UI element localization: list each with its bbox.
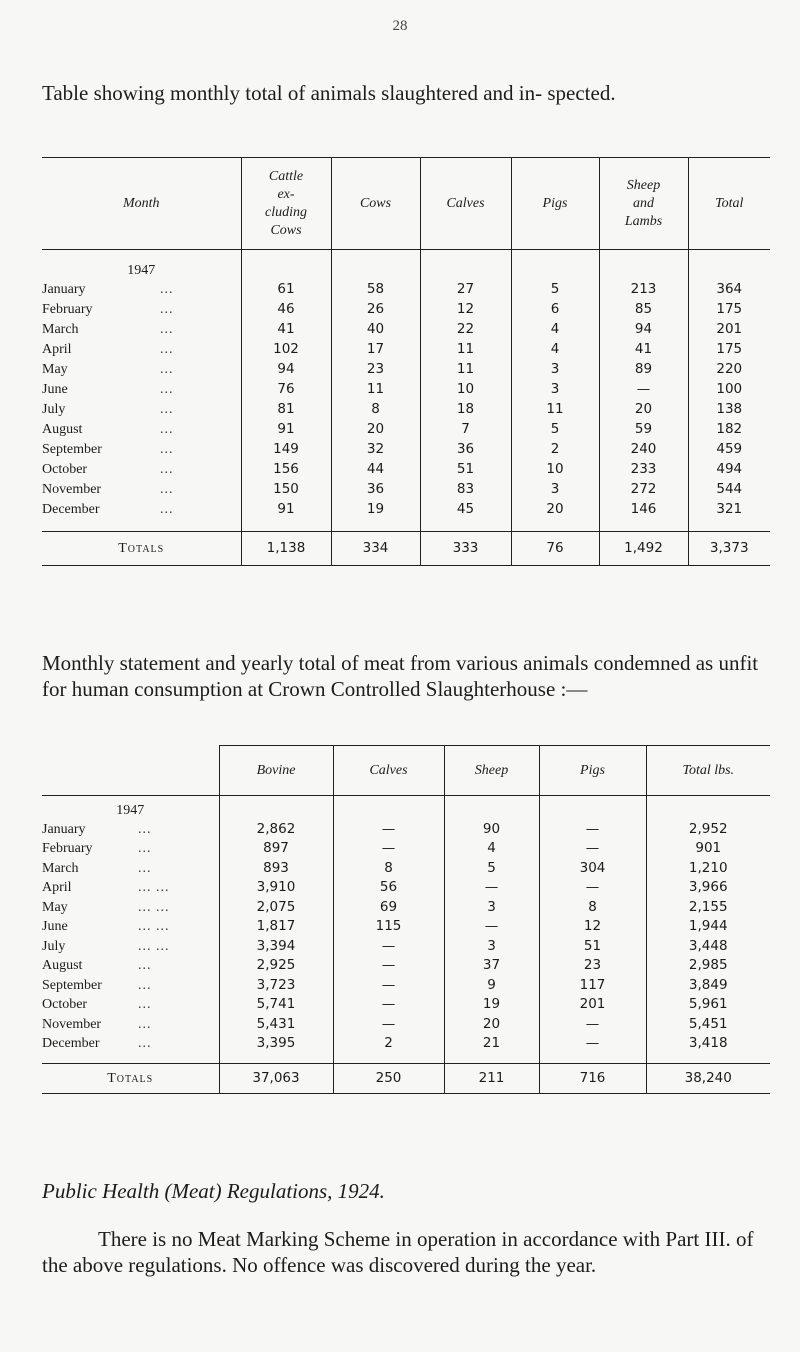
calves-cell: 12 [420, 300, 511, 320]
total-cows-cell: 334 [331, 532, 420, 566]
pigs-cell: 5 [511, 280, 599, 300]
sheep-cell: — [444, 878, 539, 898]
sheep-cell: 272 [599, 480, 688, 500]
total-cell: 2,155 [646, 898, 770, 918]
month-label: March [42, 322, 79, 337]
month-label: June [42, 919, 68, 935]
pigs-cell: 201 [539, 995, 646, 1015]
leader-dots: ... [138, 860, 152, 876]
month-cell [42, 937, 219, 957]
calves-cell: 11 [420, 360, 511, 380]
table-row [42, 976, 770, 996]
total-cell: 5,961 [646, 995, 770, 1015]
month-label: January [42, 821, 86, 837]
bovine-cell: 5,741 [219, 995, 333, 1015]
pigs-cell: 12 [539, 917, 646, 937]
table-row [42, 956, 770, 976]
cattle-cell: 46 [241, 300, 331, 320]
pigs-cell: 4 [511, 340, 599, 360]
calves-cell: 11 [420, 340, 511, 360]
calves-cell: 83 [420, 480, 511, 500]
cows-cell: 58 [331, 280, 420, 300]
table-row [42, 320, 770, 340]
month-cell [42, 380, 241, 400]
year-label: 1947 [127, 262, 156, 278]
table-row [42, 340, 770, 360]
leader-dots: ... [160, 362, 174, 377]
month-label: May [42, 362, 68, 377]
slaughter-table [42, 157, 770, 566]
header-month: Month [42, 158, 241, 250]
calves-cell: 36 [420, 440, 511, 460]
header-total: Total [688, 158, 770, 250]
total-calves-cell: 250 [333, 1064, 444, 1094]
pigs-cell: 3 [511, 360, 599, 380]
calves-cell: 69 [333, 898, 444, 918]
regulations-text: There is no Meat Marking Scheme in operation in accordance with Part III. of the above regulations. No offence was discovered during the year. [42, 1227, 754, 1277]
cows-cell: 40 [331, 320, 420, 340]
cows-cell: 26 [331, 300, 420, 320]
total-pigs-cell: 76 [511, 532, 599, 566]
month-label: December [42, 1036, 100, 1052]
cattle-cell: 61 [241, 280, 331, 300]
table-row [42, 878, 770, 898]
calves-cell: — [333, 995, 444, 1015]
sheep-cell: 59 [599, 420, 688, 440]
month-cell [42, 995, 219, 1015]
cattle-cell: 150 [241, 480, 331, 500]
cows-cell: 19 [331, 500, 420, 520]
month-label: October [42, 462, 88, 477]
table-row [42, 820, 770, 840]
cattle-cell: 76 [241, 380, 331, 400]
leader-dots: ... [160, 342, 174, 357]
month-label: November [42, 1016, 102, 1032]
sheep-cell: 21 [444, 1034, 539, 1054]
total-cell: 182 [688, 420, 770, 440]
pigs-cell: 3 [511, 480, 599, 500]
header-cattle: Cattle ex- cluding Cows [241, 158, 331, 250]
table-row [42, 937, 770, 957]
table-row [42, 280, 770, 300]
calves-cell: 18 [420, 400, 511, 420]
header-total-lbs: Total lbs. [646, 746, 770, 796]
leader-dots: ... [160, 402, 174, 417]
condemned-meat-table [42, 745, 770, 1094]
month-label: April [42, 342, 72, 357]
pigs-cell: 117 [539, 976, 646, 996]
pigs-cell: — [539, 1034, 646, 1054]
sheep-cell: 89 [599, 360, 688, 380]
calves-cell: 22 [420, 320, 511, 340]
cattle-cell: 41 [241, 320, 331, 340]
total-cell: 3,448 [646, 937, 770, 957]
total-total-cell: 38,240 [646, 1064, 770, 1094]
bovine-cell: 3,394 [219, 937, 333, 957]
totals-label: Totals [42, 532, 241, 566]
sheep-cell: 19 [444, 995, 539, 1015]
table-row [42, 995, 770, 1015]
cattle-cell: 94 [241, 360, 331, 380]
sheep-cell: 41 [599, 340, 688, 360]
cows-cell: 36 [331, 480, 420, 500]
month-label: September [42, 977, 102, 993]
cattle-cell: 91 [241, 420, 331, 440]
total-cell: 175 [688, 340, 770, 360]
table-row [42, 400, 770, 420]
header-sheep: Sheep [444, 746, 539, 796]
month-label: January [42, 282, 86, 297]
month-label: October [42, 997, 88, 1013]
leader-dots: ... [160, 382, 174, 397]
calves-cell: — [333, 976, 444, 996]
pigs-cell: 8 [539, 898, 646, 918]
sheep-cell: 5 [444, 859, 539, 879]
leader-dots: ... [138, 1036, 152, 1052]
month-label: August [42, 422, 83, 437]
bovine-cell: 2,075 [219, 898, 333, 918]
table-row [42, 859, 770, 879]
bovine-cell: 1,817 [219, 917, 333, 937]
month-label: July [42, 938, 66, 954]
month-label: June [42, 382, 68, 397]
total-sheep-cell: 211 [444, 1064, 539, 1094]
cattle-cell: 102 [241, 340, 331, 360]
table1-title: Table showing monthly total of animals slaughtered and in- spected. [42, 81, 616, 105]
cows-cell: 8 [331, 400, 420, 420]
header-pigs: Pigs [511, 158, 599, 250]
leader-dots: ... ... [138, 880, 170, 896]
total-cell: 5,451 [646, 1015, 770, 1035]
bovine-cell: 3,395 [219, 1034, 333, 1054]
pigs-cell: 20 [511, 500, 599, 520]
pigs-cell: 2 [511, 440, 599, 460]
pigs-cell: 5 [511, 420, 599, 440]
pigs-cell: — [539, 878, 646, 898]
month-cell [42, 320, 241, 340]
sheep-cell: — [599, 380, 688, 400]
month-cell [42, 500, 241, 520]
sheep-cell: 90 [444, 820, 539, 840]
month-label: February [42, 841, 93, 857]
leader-dots: ... ... [138, 938, 170, 954]
calves-cell: — [333, 1015, 444, 1035]
month-label: December [42, 502, 100, 517]
sheep-cell: 240 [599, 440, 688, 460]
cattle-cell: 81 [241, 400, 331, 420]
leader-dots: ... [138, 958, 152, 974]
month-cell [42, 400, 241, 420]
bovine-cell: 3,723 [219, 976, 333, 996]
header-sheep: Sheep and Lambs [599, 158, 688, 250]
leader-dots: ... [138, 821, 152, 837]
table-row [42, 420, 770, 440]
month-cell [42, 440, 241, 460]
sheep-cell: — [444, 917, 539, 937]
total-sheep-cell: 1,492 [599, 532, 688, 566]
pigs-cell: 23 [539, 956, 646, 976]
sheep-cell: 9 [444, 976, 539, 996]
month-cell [42, 300, 241, 320]
leader-dots: ... [160, 282, 174, 297]
month-cell [42, 1034, 219, 1054]
calves-cell: 45 [420, 500, 511, 520]
bovine-cell: 2,925 [219, 956, 333, 976]
month-label: November [42, 482, 102, 497]
total-cell: 3,418 [646, 1034, 770, 1054]
month-label: March [42, 860, 79, 876]
bovine-cell: 3,910 [219, 878, 333, 898]
pigs-cell: — [539, 1015, 646, 1035]
calves-cell: 10 [420, 380, 511, 400]
leader-dots: ... [138, 841, 152, 857]
sheep-cell: 3 [444, 937, 539, 957]
cows-cell: 32 [331, 440, 420, 460]
pigs-cell: 3 [511, 380, 599, 400]
month-cell [42, 460, 241, 480]
calves-cell: 56 [333, 878, 444, 898]
leader-dots: ... [160, 502, 174, 517]
leader-dots: ... [160, 422, 174, 437]
header-blank [42, 746, 219, 796]
table-row [42, 917, 770, 937]
month-label: May [42, 899, 68, 915]
total-cell: 220 [688, 360, 770, 380]
pigs-cell: 304 [539, 859, 646, 879]
table-row [42, 898, 770, 918]
cows-cell: 11 [331, 380, 420, 400]
bovine-cell: 897 [219, 839, 333, 859]
total-calves-cell: 333 [420, 532, 511, 566]
totals-label: Totals [42, 1064, 219, 1094]
bovine-cell: 5,431 [219, 1015, 333, 1035]
sheep-cell: 94 [599, 320, 688, 340]
month-cell [42, 917, 219, 937]
pigs-cell: 11 [511, 400, 599, 420]
leader-dots: ... [138, 997, 152, 1013]
leader-dots: ... [160, 302, 174, 317]
calves-cell: 8 [333, 859, 444, 879]
header-pigs: Pigs [539, 746, 646, 796]
month-label: February [42, 302, 93, 317]
calves-cell: 7 [420, 420, 511, 440]
leader-dots: ... [138, 1016, 152, 1032]
calves-cell: 2 [333, 1034, 444, 1054]
month-cell [42, 956, 219, 976]
total-cell: 201 [688, 320, 770, 340]
total-cell: 2,952 [646, 820, 770, 840]
sheep-cell: 85 [599, 300, 688, 320]
total-pigs-cell: 716 [539, 1064, 646, 1094]
leader-dots: ... [138, 977, 152, 993]
pigs-cell: 4 [511, 320, 599, 340]
total-cell: 321 [688, 500, 770, 520]
month-cell [42, 340, 241, 360]
table-row [42, 360, 770, 380]
calves-cell: — [333, 937, 444, 957]
calves-cell: — [333, 956, 444, 976]
pigs-cell: 10 [511, 460, 599, 480]
calves-cell: 27 [420, 280, 511, 300]
header-cows: Cows [331, 158, 420, 250]
sheep-cell: 233 [599, 460, 688, 480]
total-cell: 175 [688, 300, 770, 320]
pigs-cell: 51 [539, 937, 646, 957]
month-cell [42, 898, 219, 918]
total-cell: 3,849 [646, 976, 770, 996]
table-row [42, 300, 770, 320]
pigs-cell: 6 [511, 300, 599, 320]
year-label: 1947 [116, 802, 145, 818]
cows-cell: 44 [331, 460, 420, 480]
month-cell [42, 839, 219, 859]
month-cell [42, 480, 241, 500]
total-bovine-cell: 37,063 [219, 1064, 333, 1094]
header-calves: Calves [333, 746, 444, 796]
month-label: August [42, 958, 83, 974]
leader-dots: ... [160, 322, 174, 337]
month-cell [42, 878, 219, 898]
total-total-cell: 3,373 [688, 532, 770, 566]
cattle-cell: 149 [241, 440, 331, 460]
totals-row [42, 1064, 770, 1094]
leader-dots: ... ... [138, 899, 170, 915]
sheep-cell: 20 [444, 1015, 539, 1035]
month-cell [42, 1015, 219, 1035]
month-cell [42, 420, 241, 440]
total-cell: 3,966 [646, 878, 770, 898]
total-cell: 1,210 [646, 859, 770, 879]
total-cell: 138 [688, 400, 770, 420]
leader-dots: ... [160, 462, 174, 477]
leader-dots: ... [160, 442, 174, 457]
sheep-cell: 4 [444, 839, 539, 859]
month-cell [42, 280, 241, 300]
totals-row [42, 532, 770, 566]
calves-cell: 51 [420, 460, 511, 480]
month-cell [42, 820, 219, 840]
table-row [42, 460, 770, 480]
header-calves: Calves [420, 158, 511, 250]
total-cell: 100 [688, 380, 770, 400]
table-row [42, 380, 770, 400]
sheep-cell: 146 [599, 500, 688, 520]
pigs-cell: — [539, 820, 646, 840]
table2-title: Monthly statement and yearly total of meat from various animals condemned as unfit for human consumption at Crown Controlled Slaughterhouse :— [42, 651, 759, 701]
month-label: September [42, 442, 102, 457]
month-cell [42, 976, 219, 996]
total-cell: 1,944 [646, 917, 770, 937]
table-row [42, 440, 770, 460]
table-row [42, 500, 770, 520]
table-row [42, 839, 770, 859]
regulations-heading: Public Health (Meat) Regulations, 1924. [42, 1179, 385, 1203]
leader-dots: ... [160, 482, 174, 497]
sheep-cell: 213 [599, 280, 688, 300]
bovine-cell: 893 [219, 859, 333, 879]
sheep-cell: 3 [444, 898, 539, 918]
sheep-cell: 20 [599, 400, 688, 420]
total-cell: 2,985 [646, 956, 770, 976]
month-cell [42, 360, 241, 380]
calves-cell: — [333, 820, 444, 840]
pigs-cell: — [539, 839, 646, 859]
month-label: April [42, 880, 72, 896]
total-cell: 494 [688, 460, 770, 480]
table-row [42, 480, 770, 500]
calves-cell: 115 [333, 917, 444, 937]
page-number: 28 [392, 18, 408, 34]
total-cattle-cell: 1,138 [241, 532, 331, 566]
calves-cell: — [333, 839, 444, 859]
cattle-cell: 156 [241, 460, 331, 480]
cows-cell: 20 [331, 420, 420, 440]
total-cell: 364 [688, 280, 770, 300]
leader-dots: ... ... [138, 919, 170, 935]
table-row [42, 1034, 770, 1054]
cattle-cell: 91 [241, 500, 331, 520]
month-label: July [42, 402, 66, 417]
total-cell: 901 [646, 839, 770, 859]
month-cell [42, 859, 219, 879]
total-cell: 459 [688, 440, 770, 460]
cows-cell: 17 [331, 340, 420, 360]
bovine-cell: 2,862 [219, 820, 333, 840]
sheep-cell: 37 [444, 956, 539, 976]
table-row [42, 1015, 770, 1035]
header-bovine: Bovine [219, 746, 333, 796]
cows-cell: 23 [331, 360, 420, 380]
total-cell: 544 [688, 480, 770, 500]
